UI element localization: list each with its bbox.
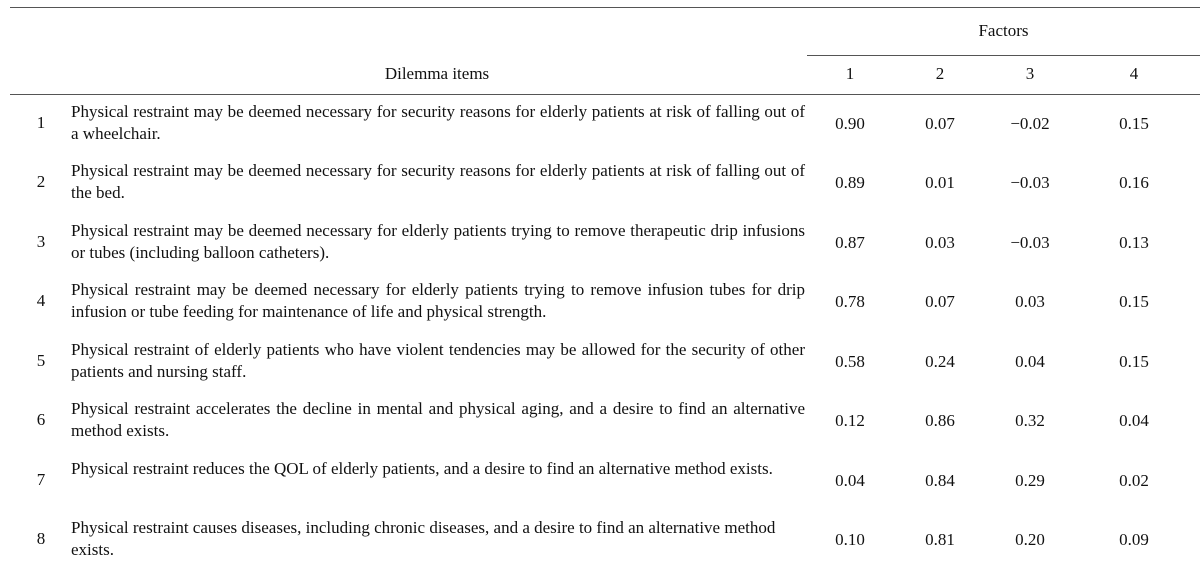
dilemma-item-text: Physical restraint reduces the QOL of elderly patients, and a desire to find an alternative method exists. xyxy=(71,459,773,478)
factor-2-value: 0.24 xyxy=(925,352,955,371)
factor-4-value: 0.16 xyxy=(1119,173,1149,192)
factor-2-value: 0.84 xyxy=(925,471,955,490)
dilemma-item-text: Physical restraint may be deemed necessary for security reasons for elderly patients at risk of falling out of the bed. xyxy=(71,161,805,202)
row-number: 4 xyxy=(36,291,46,310)
dilemma-item-text: Physical restraint of elderly patients who have violent tendencies may be allowed for the security of other patients and nursing staff. xyxy=(71,340,805,381)
factor-3-value: −0.02 xyxy=(1010,114,1050,133)
table-row xyxy=(0,160,1202,219)
dilemma-items-header: Dilemma items xyxy=(384,64,490,83)
row-number: 8 xyxy=(36,529,46,548)
table-top-rule xyxy=(10,7,1200,8)
factor-column-4-header: 4 xyxy=(1129,64,1139,83)
factor-4-value: 0.02 xyxy=(1119,471,1149,490)
factor-3-value: 0.29 xyxy=(1015,471,1045,490)
row-number: 7 xyxy=(36,470,46,489)
dilemma-item-text: Physical restraint causes diseases, including chronic diseases, and a desire to find an alternative method exists. xyxy=(71,518,776,559)
row-number: 3 xyxy=(36,232,46,251)
factor-1-value: 0.87 xyxy=(835,233,865,252)
factors-header: Factors xyxy=(978,21,1029,40)
dilemma-item-text: Physical restraint accelerates the decline in mental and physical aging, and a desire to find an alternative method exists. xyxy=(71,399,805,440)
factor-4-value: 0.15 xyxy=(1119,114,1149,133)
dilemma-item-text: Physical restraint may be deemed necessary for security reasons for elderly patients at risk of falling out of a wheelchair. xyxy=(71,102,805,143)
factor-3-value: 0.32 xyxy=(1015,411,1045,430)
factor-3-value: −0.03 xyxy=(1010,173,1050,192)
factors-header-rule xyxy=(807,55,1200,56)
factor-1-value: 0.12 xyxy=(835,411,865,430)
factor-1-value: 0.10 xyxy=(835,530,865,549)
table-row xyxy=(0,101,1202,160)
factor-2-value: 0.07 xyxy=(925,292,955,311)
factor-2-value: 0.03 xyxy=(925,233,955,252)
factor-2-value: 0.01 xyxy=(925,173,955,192)
factor-4-value: 0.04 xyxy=(1119,411,1149,430)
factor-1-value: 0.89 xyxy=(835,173,865,192)
factor-1-value: 0.04 xyxy=(835,471,865,490)
dilemma-item-text: Physical restraint may be deemed necessary for elderly patients trying to remove infusion tubes for drip infusion or tube feeding for maintenance of life and physical strength. xyxy=(71,280,805,321)
factor-2-value: 0.81 xyxy=(925,530,955,549)
table-row xyxy=(0,517,1202,576)
factor-column-1-header: 1 xyxy=(845,64,855,83)
factor-2-value: 0.07 xyxy=(925,114,955,133)
table-row xyxy=(0,279,1202,338)
factor-1-value: 0.90 xyxy=(835,114,865,133)
row-number: 6 xyxy=(36,410,46,429)
factor-4-value: 0.09 xyxy=(1119,530,1149,549)
table-row xyxy=(0,398,1202,457)
factor-4-value: 0.15 xyxy=(1119,352,1149,371)
factor-1-value: 0.78 xyxy=(835,292,865,311)
factor-4-value: 0.13 xyxy=(1119,233,1149,252)
factor-3-value: 0.20 xyxy=(1015,530,1045,549)
factor-3-value: −0.03 xyxy=(1010,233,1050,252)
factor-3-value: 0.03 xyxy=(1015,292,1045,311)
dilemma-item-text: Physical restraint may be deemed necessary for elderly patients trying to remove therapeutic drip infusions or tubes (including balloon catheters). xyxy=(71,221,805,262)
table-row xyxy=(0,220,1202,279)
factor-4-value: 0.15 xyxy=(1119,292,1149,311)
header-bottom-rule xyxy=(10,94,1200,95)
factor-column-3-header: 3 xyxy=(1025,64,1035,83)
row-number: 1 xyxy=(36,113,46,132)
factor-3-value: 0.04 xyxy=(1015,352,1045,371)
factor-1-value: 0.58 xyxy=(835,352,865,371)
factor-2-value: 0.86 xyxy=(925,411,955,430)
row-number: 5 xyxy=(36,351,46,370)
factor-column-2-header: 2 xyxy=(935,64,945,83)
table-row xyxy=(0,339,1202,398)
row-number: 2 xyxy=(36,172,46,191)
table-row xyxy=(0,458,1202,517)
